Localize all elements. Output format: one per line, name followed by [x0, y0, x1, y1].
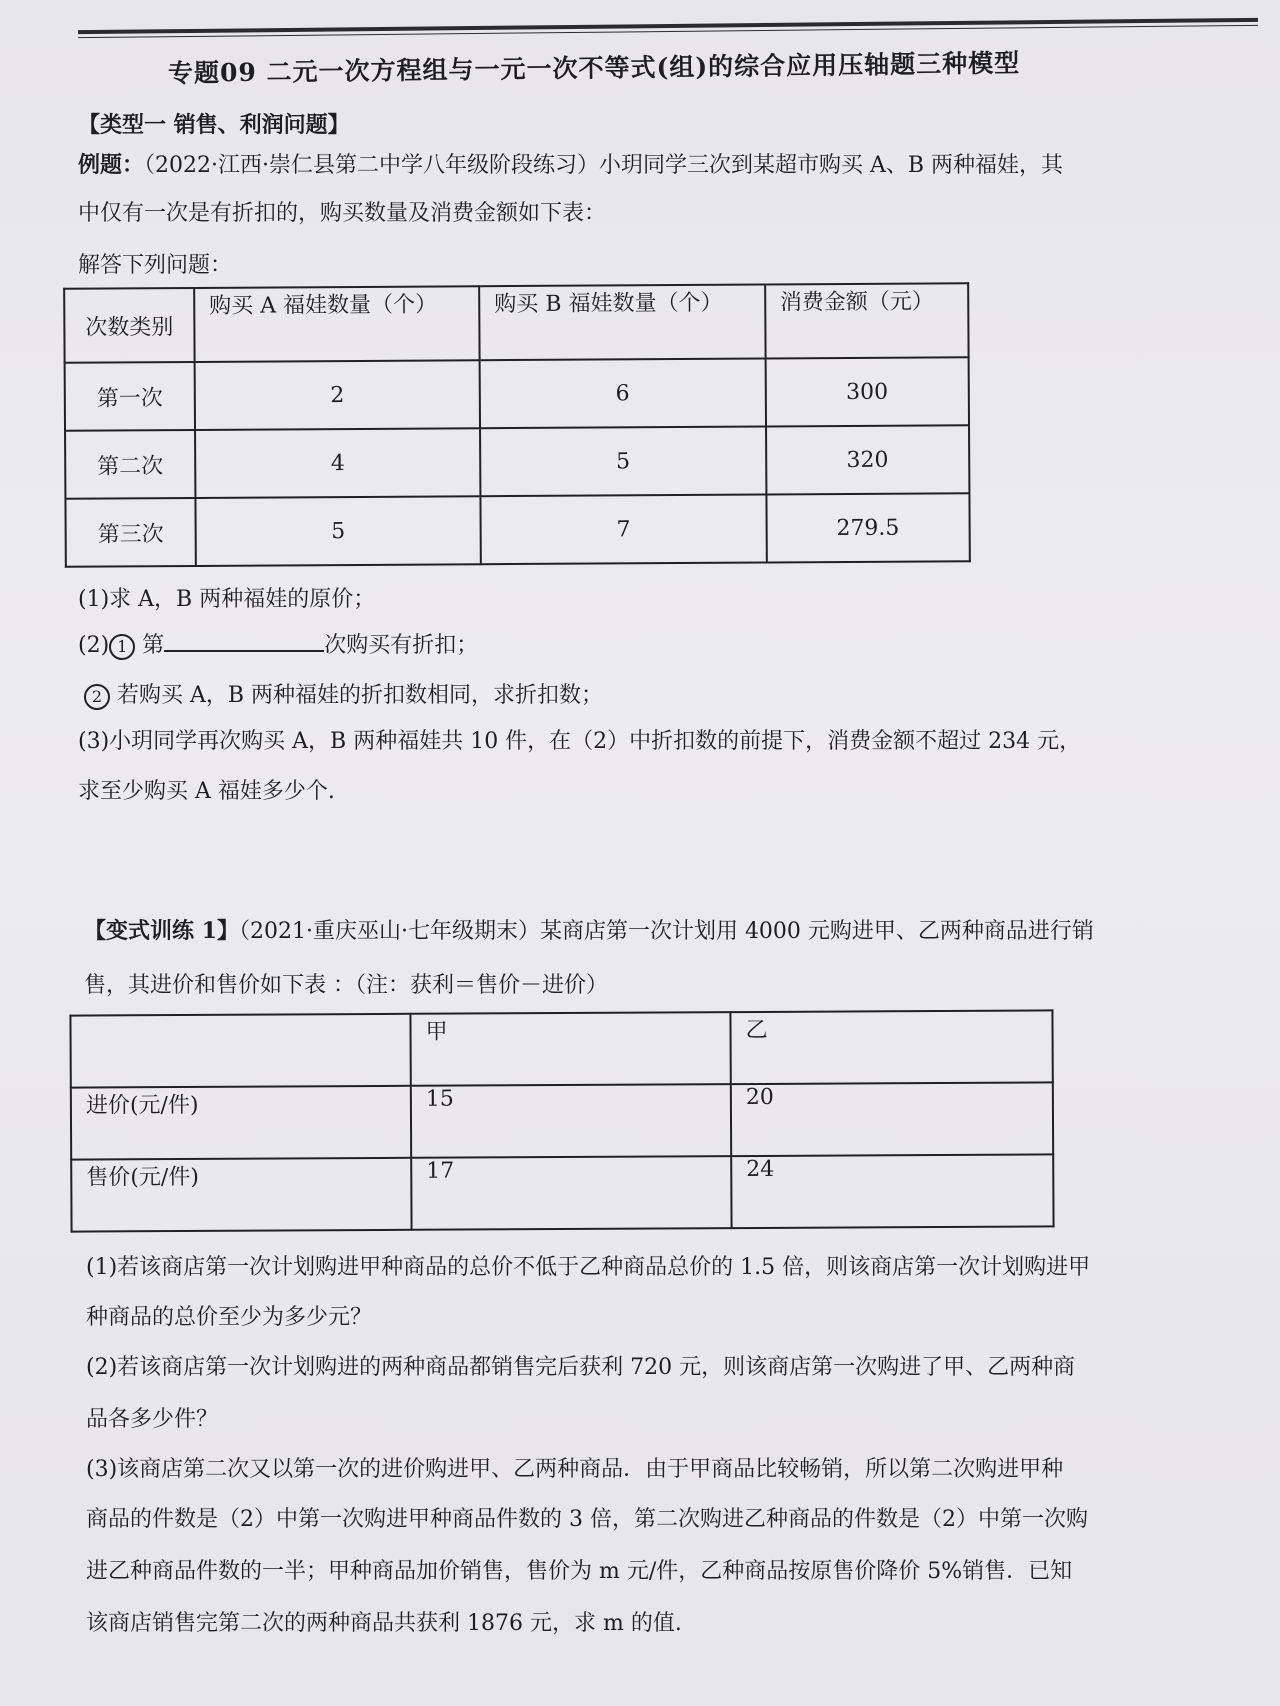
table-cell: 17	[411, 1156, 731, 1230]
table-cell: 7	[481, 494, 767, 564]
example-text1: （2022·江西·崇仁县第二中学八年级阶段练习）小玥同学三次到某超市购买 A、B 两种福娃，其	[144, 153, 1064, 178]
variant1-label: 【变式训练 1】	[84, 918, 239, 944]
table-cell: 279.5	[766, 493, 970, 562]
variant1-q2-line1: (2)若该商店第一次计划购进的两种商品都销售完后获利 720 元，则该商店第一次购进了甲、乙两种商	[86, 1355, 1076, 1380]
table-cell: 24	[731, 1154, 1053, 1228]
table-cell: 2	[195, 360, 481, 430]
answer-blank[interactable]	[164, 630, 324, 652]
variant1-q3-line1: (3)该商店第二次又以第一次的进价购进甲、乙两种商品．由于甲商品比较畅销，所以第二次购进甲种	[86, 1457, 1064, 1482]
table-cell: 5	[195, 496, 481, 566]
table-cell: 6	[480, 358, 766, 428]
row-label: 第二次	[65, 430, 195, 499]
table-cell: 5	[480, 426, 766, 496]
table-row	[65, 357, 969, 431]
table-cell: 4	[195, 428, 481, 498]
header-cell: 乙	[730, 1010, 1052, 1084]
header-cell: 消费金额（元）	[765, 283, 969, 358]
variant1-text1: （2021·重庆巫山·七年级期末）某商店第一次计划用 4000 元购进甲、乙两种商品进行销	[238, 919, 1094, 944]
variant1-text2: 售，其进价和售价如下表 ：（注：获利＝售价－进价）	[84, 973, 608, 998]
page-title: 专题09 二元一次方程组与一元一次不等式(组)的综合应用压轴题三种模型	[167, 48, 1021, 88]
variant1-intro-line1	[84, 914, 1094, 945]
question-2b-text: 若购买 A，B 两种福娃的折扣数相同，求折扣数；	[117, 683, 604, 708]
table-header-row	[70, 1010, 1052, 1087]
table-cell: 15	[411, 1084, 731, 1158]
question-2a-pre: 第	[142, 633, 165, 658]
table-cell: 300	[765, 357, 969, 426]
question-3-line2: 求至少购买 A 福娃多少个.	[78, 779, 335, 804]
table-row	[71, 1154, 1053, 1231]
table-row	[71, 1082, 1053, 1159]
question-2a	[78, 628, 478, 660]
variant1-q3-line3: 进乙种商品件数的一半；甲种商品加价销售，售价为 m 元/件，乙种商品按原售价降价 5%销售．已知	[86, 1559, 1073, 1584]
header-cell: 购买 B 福娃数量（个）	[479, 284, 765, 360]
variant1-q3-line2: 商品的件数是（2）中第一次购进甲种商品件数的 3 倍，第二次购进乙种商品的件数是（2）中第一次购	[86, 1507, 1088, 1532]
table-row	[65, 493, 969, 567]
question-2b	[84, 678, 603, 710]
row-label: 进价(元/件)	[71, 1086, 411, 1160]
question-2a-post: 次购买有折扣；	[324, 633, 479, 658]
row-label: 第三次	[65, 498, 195, 567]
header-cell: 购买 A 福娃数量（个）	[194, 286, 480, 362]
table-row	[65, 425, 969, 499]
table-cell: 320	[766, 425, 970, 494]
variant1-q1-line2: 种商品的总价至少为多少元？	[86, 1305, 373, 1330]
table-cell: 20	[731, 1082, 1053, 1156]
row-label: 第一次	[65, 362, 195, 431]
question-3-line1: (3)小玥同学再次购买 A，B 两种福娃共 10 件，在（2）中折扣数的前提下，消费金额不超过 234 元，	[78, 729, 1082, 754]
variant1-q1-line1: (1)若该商店第一次计划购进甲种商品的总价不低于乙种商品总价的 1.5 倍，则该商店第一次计划购进甲	[86, 1255, 1091, 1280]
circled-number-2: 2	[84, 684, 110, 710]
circled-number-1: 1	[109, 634, 135, 660]
header-cell: 甲	[410, 1012, 730, 1086]
row-label: 售价(元/件)	[71, 1158, 411, 1232]
question-2-prefix: (2)	[78, 633, 110, 658]
variant1-q3-line4: 该商店销售完第二次的两种商品共获利 1876 元，求 m 的值.	[86, 1611, 682, 1636]
example-label: 例题：	[78, 152, 145, 178]
header-cell: 次数类别	[64, 288, 194, 363]
question-1: (1)求 A，B 两种福娃的原价；	[78, 587, 376, 612]
variant1-q2-line2: 品各多少件？	[86, 1407, 219, 1432]
table-header-row	[64, 283, 968, 363]
price-table	[69, 1009, 1054, 1232]
purchase-table	[63, 282, 971, 568]
example-text2: 中仅有一次是有折扣的，购买数量及消费金额如下表：	[78, 201, 607, 226]
type1-heading: 【类型一 销售、利润问题】	[78, 112, 350, 138]
example-intro-line1	[78, 148, 1063, 179]
solve-label: 解答下列问题：	[78, 253, 233, 278]
header-cell	[70, 1014, 410, 1088]
